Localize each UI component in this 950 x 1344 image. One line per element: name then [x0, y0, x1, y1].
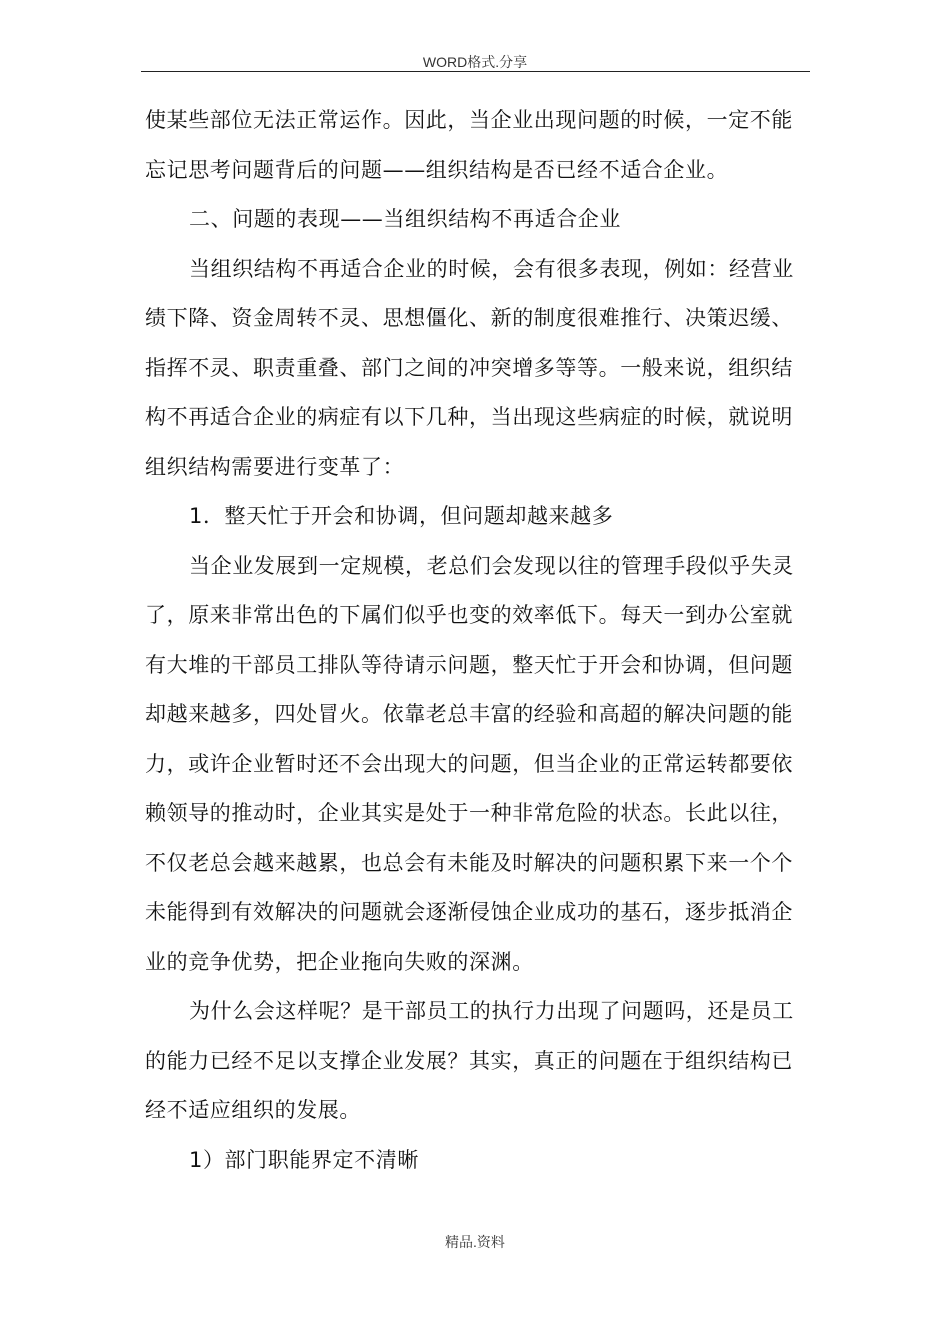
text-line: 使某些部位无法正常运作。因此，当企业出现问题的时候，一定不能 — [145, 108, 793, 132]
text-line: 当企业发展到一定规模，老总们会发现以往的管理手段似乎失灵 — [189, 553, 794, 578]
section-heading: 二、问题的表现——当组织结构不再适合企业 — [189, 207, 621, 231]
text-line: 当组织结构不再适合企业的时候，会有很多表现，例如：经营业 — [189, 256, 794, 281]
text-line: 指挥不灵、职责重叠、部门之间的冲突增多等等。一般来说，组织结 — [145, 355, 793, 380]
text-line: 了，原来非常出色的下属们似乎也变的效率低下。每天一到办公室就 — [145, 603, 793, 627]
text-line: 的能力已经不足以支撑企业发展？其实，真正的问题在于组织结构已 — [145, 1048, 793, 1073]
page-footer: 精品.资料 — [445, 1234, 505, 1250]
text-line: 绩下降、资金周转不灵、思想僵化、新的制度很难推行、决策迟缓、 — [145, 306, 793, 330]
text-line: 忘记思考问题背后的问题——组织结构是否已经不适合企业。 — [145, 157, 729, 182]
page-header: WORD格式.分享 — [422, 54, 528, 70]
sub-heading: 1）部门职能界定不清晰 — [189, 1147, 419, 1172]
header-divider — [141, 71, 810, 72]
text-line: 有大堆的干部员工排队等待请示问题，整天忙于开会和协调，但问题 — [145, 652, 793, 677]
document-body — [145, 100, 815, 1189]
text-line: 经不适应组织的发展。 — [145, 1098, 361, 1122]
text-line: 为什么会这样呢？是干部员工的执行力出现了问题吗，还是员工 — [189, 999, 794, 1023]
text-line: 赖领导的推动时，企业其实是处于一种非常危险的状态。长此以往， — [145, 801, 793, 825]
text-line: 组织结构需要进行变革了： — [145, 454, 405, 479]
text-line: 未能得到有效解决的问题就会逐渐侵蚀企业成功的基石，逐步抵消企 — [145, 900, 793, 924]
text-line: 不仅老总会越来越累，也总会有未能及时解决的问题积累下来一个个 — [145, 850, 793, 875]
text-line: 却越来越多，四处冒火。依靠老总丰富的经验和高超的解决问题的能 — [145, 702, 793, 726]
numbered-heading: 1．整天忙于开会和协调，但问题却越来越多 — [189, 504, 614, 528]
text-line: 力，或许企业暂时还不会出现大的问题，但当企业的正常运转都要依 — [145, 751, 793, 776]
text-line: 业的竞争优势，把企业拖向失败的深渊。 — [145, 949, 534, 974]
text-line: 构不再适合企业的病症有以下几种，当出现这些病症的时候，就说明 — [145, 405, 793, 429]
